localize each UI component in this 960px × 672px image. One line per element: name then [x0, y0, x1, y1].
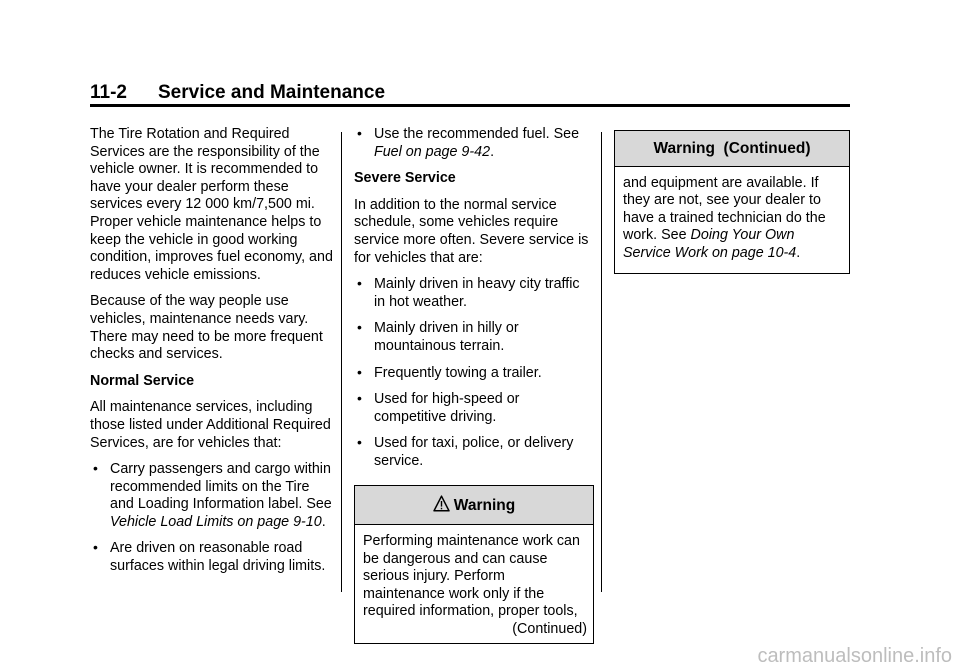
- severe-service-heading: Severe Service: [354, 170, 456, 187]
- bullet-icon: •: [357, 390, 362, 407]
- cross-reference-link[interactable]: Vehicle Load Limits on page 9-10: [110, 513, 322, 530]
- warning-body: Performing maintenance work can be dangerous and can cause serious injury. Perform maintenance work only if the required information, proper tools, (Continued): [363, 533, 587, 638]
- warning-continued-body: and equipment are available. If they are not, see your dealer to have a trained technician do the work. See Doing Your Own Service Work on page 10-4.: [623, 174, 826, 261]
- bullet-icon: •: [357, 319, 362, 336]
- warning-continued-box: [614, 130, 850, 274]
- intro-paragraph: The Tire Rotation and Required Services are the responsibility of the vehicle owner. It is recommended to have your dealer perform these services every 12 000 km/7,500 mi. Proper vehicle maintenance helps to keep the vehicle in good working condition, improves fuel economy, and reduces vehicle emissions.: [90, 126, 333, 283]
- warning-title: Warning: [453, 496, 516, 514]
- maintenance-needs-paragraph: Because of the way people use vehicles, maintenance needs vary. There may need to be more frequent checks and services.: [90, 293, 323, 363]
- severe-service-list: [354, 276, 594, 470]
- severe-service-paragraph: In addition to the normal service schedule, some vehicles require service more often. Severe service is for vehicles that are:: [354, 196, 589, 266]
- list-item: • Use the recommended fuel. See Fuel on page 9-42.: [357, 125, 580, 160]
- bullet-icon: •: [357, 363, 362, 380]
- watermark: carmanualsonline.info: [757, 645, 952, 667]
- bullet-icon: •: [357, 275, 362, 292]
- page-header: [90, 82, 850, 106]
- column-divider: [341, 132, 342, 592]
- list-item: • Frequently towing a trailer.: [357, 363, 542, 381]
- cross-reference-link[interactable]: Fuel on page 9-42: [374, 143, 491, 160]
- list-item: • Used for high-speed or competitive driving.: [357, 390, 520, 425]
- warning-continued-header: Warning (Continued): [615, 131, 849, 167]
- bullet-icon: •: [357, 434, 362, 451]
- normal-service-list: [90, 461, 335, 576]
- bullet-icon: •: [357, 125, 362, 141]
- fuel-list: [354, 126, 594, 161]
- column-2: [354, 126, 594, 644]
- column-3: [614, 130, 850, 274]
- section-title: Service and Maintenance: [158, 82, 386, 103]
- list-item: • Carry passengers and cargo within recommended limits on the Tire and Loading Information label. See Vehicle Load Limits on page 9-10.: [93, 460, 332, 530]
- cross-reference-link[interactable]: Doing Your Own Service Work on page 10-4: [623, 227, 797, 261]
- column-1: [90, 126, 335, 585]
- list-item: • Used for taxi, police, or delivery service.: [357, 434, 574, 469]
- normal-service-heading: Normal Service: [90, 372, 195, 389]
- list-item: • Mainly driven in heavy city traffic in hot weather.: [357, 275, 580, 310]
- list-item: • Mainly driven in hilly or mountainous terrain.: [357, 319, 519, 354]
- column-divider: [601, 132, 602, 592]
- warning-header: [355, 486, 593, 526]
- header-rule: [90, 104, 850, 107]
- normal-service-paragraph: All maintenance services, including those listed under Additional Required Services, are for vehicles that:: [90, 399, 331, 451]
- bullet-icon: •: [93, 460, 98, 477]
- bullet-icon: •: [93, 539, 98, 556]
- warning-icon: [433, 495, 450, 517]
- warning-box: [354, 485, 594, 644]
- list-item: • Are driven on reasonable road surfaces within legal driving limits.: [93, 539, 326, 575]
- page-number: 11-2: [90, 82, 127, 103]
- continued-label: (Continued): [512, 621, 587, 638]
